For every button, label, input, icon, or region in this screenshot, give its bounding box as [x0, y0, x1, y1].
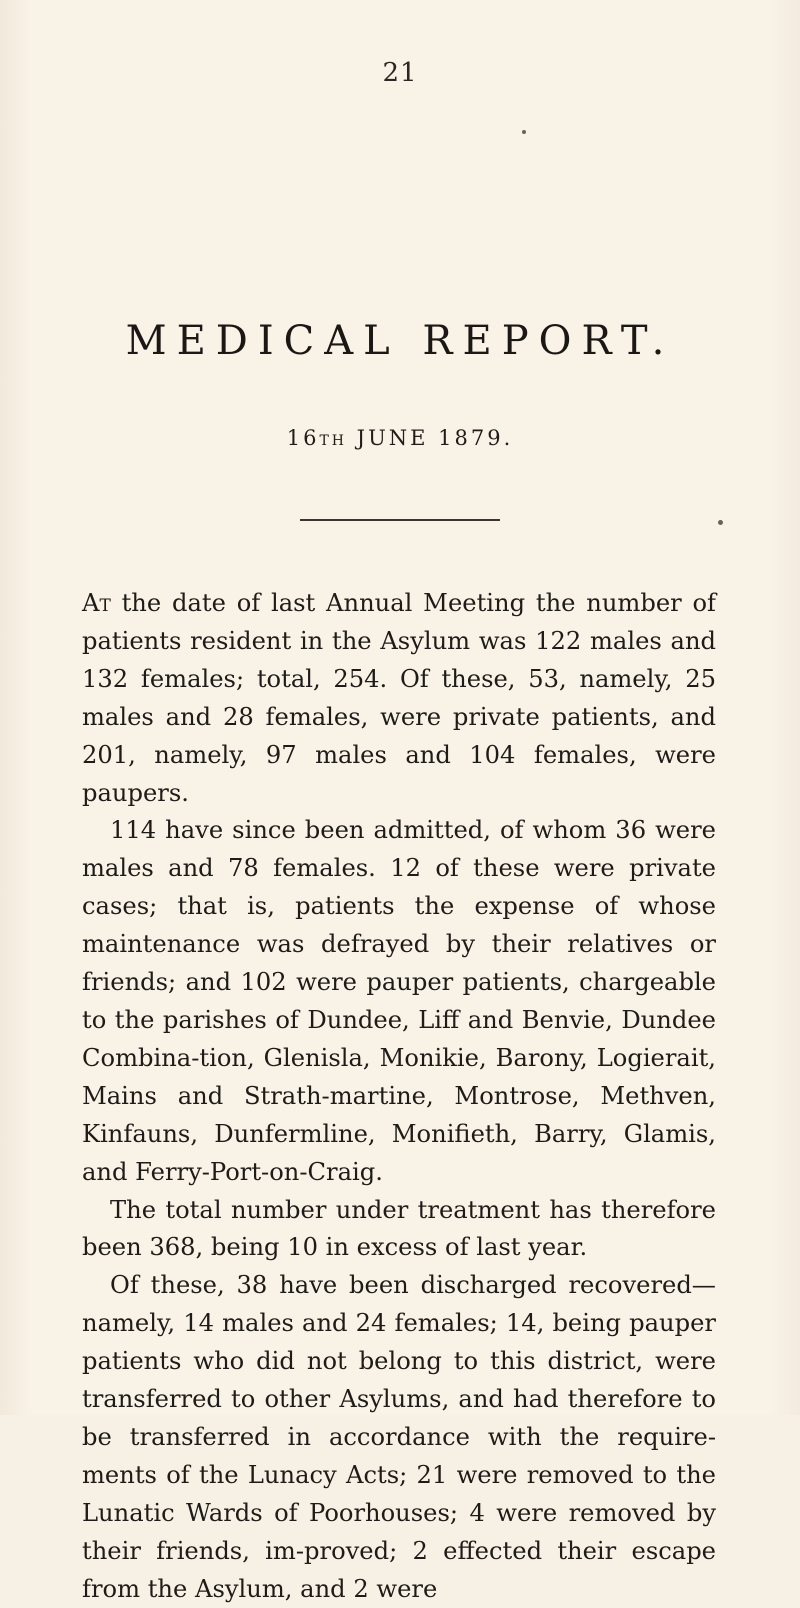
ink-speck [718, 520, 723, 525]
paragraph-1 [82, 585, 716, 812]
paragraph-lead: At [82, 589, 111, 617]
paragraph-2: 114 have since been admitted, of whom 36 were males and 78 females. 12 of these were private cases; that is, patients the expense of whose maintenance was defrayed by their relatives or friends; and 102 were pauper patients, chargeable to the parishes of Dundee, Liff and Benvie, Dundee Combina-tion, Glenisla, Monikie, Barony, Logierait, Mains and Strath-martine, Montrose, Methven, Kinfauns, Dunfermline, Monifieth, Barry, Glamis, and Ferry-Port-on-Craig. [82, 816, 716, 1186]
date-ordinal: 16 [286, 426, 320, 450]
date-suffix: TH [319, 433, 347, 449]
report-title: MEDICAL REPORT. [125, 318, 675, 364]
divider-rule [300, 519, 500, 521]
paragraph-text: the date of last Annual Meeting the number of patients resident in the Asylum was 122 males and 132 females; total, 254. Of these, 53, namely, 25 males and 28 females, were private patients, and 201, namely, 97 males and 104 females, were paupers. [82, 589, 716, 807]
paragraph-4: Of these, 38 have been discharged recovered—namely, 14 males and 24 females; 14, being pauper patients who did not belong to this district, were transferred to other Asylums, and had therefore to be transferred in accordance with the require-ments of the Lunacy Acts; 21 were removed to the Lunatic Wards of Poorhouses; 4 were removed by their friends, im-proved; 2 effected their escape from the Asylum, and 2 were [82, 1271, 716, 1603]
page-number: 21 [382, 58, 418, 88]
ink-speck [522, 130, 526, 134]
report-body [82, 585, 716, 1608]
date-rest: JUNE 1879. [346, 426, 514, 450]
paragraph-3: The total number under treatment has therefore been 368, being 10 in excess of last year. [82, 1195, 716, 1262]
report-date [0, 426, 800, 450]
